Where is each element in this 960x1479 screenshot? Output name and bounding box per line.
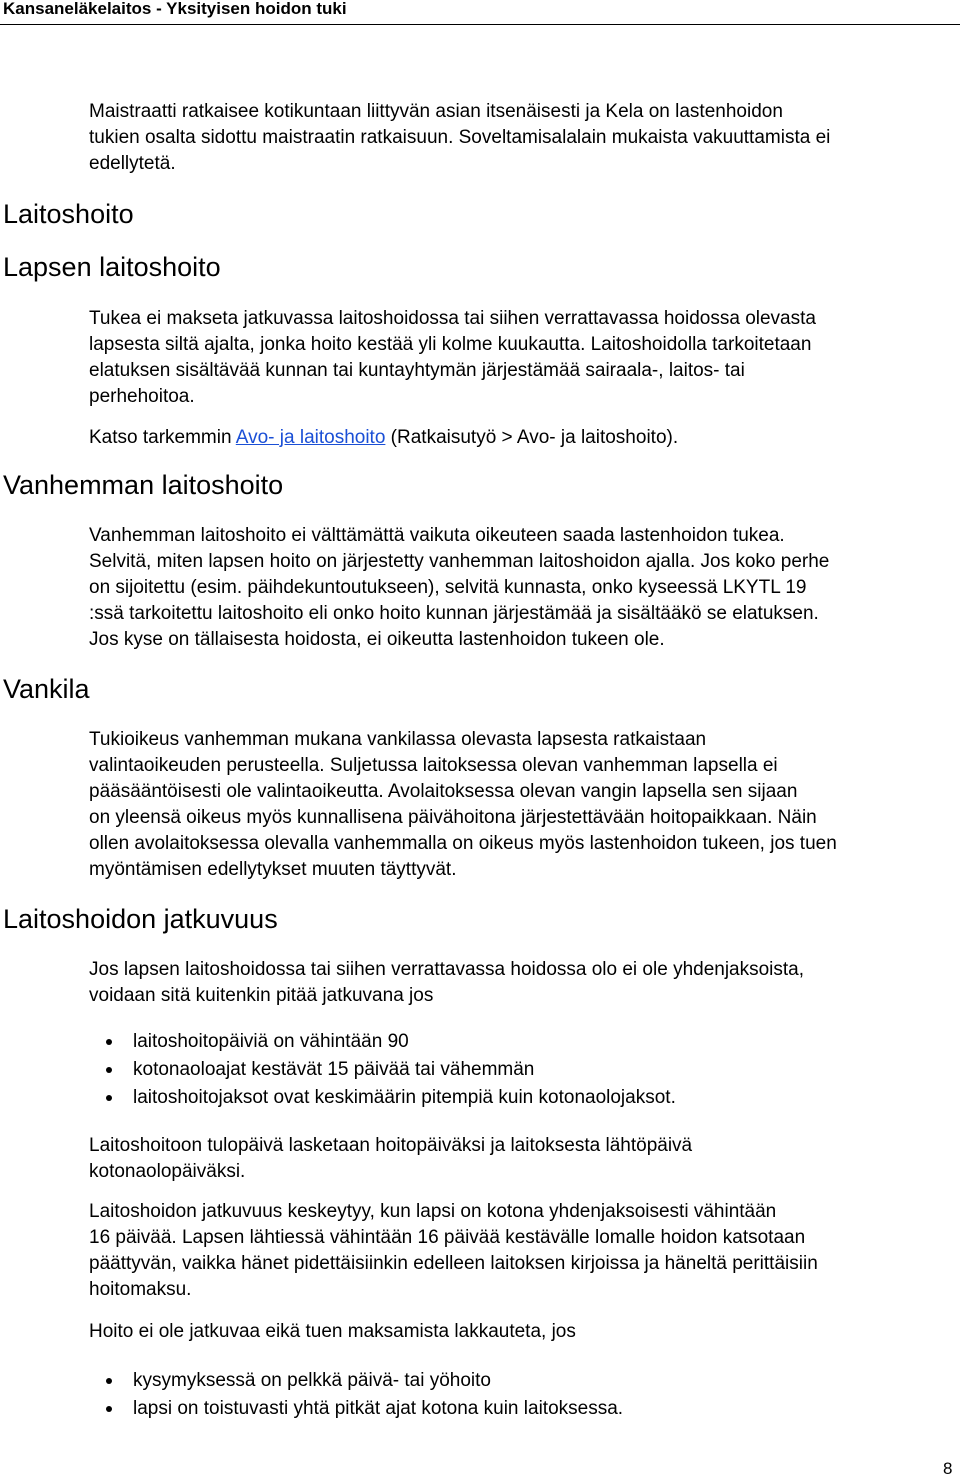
katso-suffix-text: (Ratkaisutyö > Avo- ja laitoshoito). (385, 427, 679, 448)
lakkautus-paragraph: Hoito ei ole jatkuvaa eikä tuen maksamista lakkauteta, jos (89, 1321, 576, 1342)
paragraph-line: Laitoshoidon jatkuvuus keskeytyy, kun lapsi on kotona yhdenjaksoisesti vähintään (89, 1201, 777, 1222)
heading-lapsen-laitoshoito: Lapsen laitoshoito (3, 252, 221, 282)
katso-tarkemmin-paragraph (89, 425, 957, 451)
intro-line: Maistraatti ratkaisee kotikuntaan liittyvän asian itsenäisesti ja Kela on lastenhoidon (89, 101, 783, 122)
list-item: kysymyksessä on pelkkä päivä- tai yöhoito (133, 1370, 491, 1391)
bullet-icon (106, 1378, 112, 1384)
bullet-icon (106, 1039, 112, 1045)
paragraph-line: perhehoitoa. (89, 386, 195, 407)
paragraph-line: Tukioikeus vanhemman mukana vankilassa olevasta lapsesta ratkaistaan (89, 729, 707, 750)
katso-text: Katso tarkemmin (89, 427, 236, 448)
intro-line: edellytetä. (89, 153, 176, 174)
document-header: Kansaneläkelaitos - Yksityisen hoidon tuki (3, 0, 347, 18)
vanhemman-laitoshoito-paragraph (89, 523, 957, 653)
paragraph-line: Laitoshoitoon tulopäivä lasketaan hoitopäiväksi ja laitoksesta lähtöpäivä (89, 1135, 693, 1156)
heading-vanhemman-laitoshoito: Vanhemman laitoshoito (3, 470, 284, 500)
paragraph-line: myöntämisen edellytykset muuten täyttyvät. (89, 859, 457, 880)
bullet-icon (106, 1067, 112, 1073)
paragraph-line: 16 päivää. Lapsen lähtiessä vähintään 16 päivää kestävälle lomalle hoidon katsotaan (89, 1227, 806, 1248)
vankila-paragraph (89, 727, 957, 883)
paragraph-line: Tukea ei makseta jatkuvassa laitoshoidossa tai siihen verrattavassa hoidossa olevasta (89, 308, 816, 329)
paragraph-line: kotonaolopäiväksi. (89, 1161, 246, 1182)
list-item: laitoshoitojaksot ovat keskimäärin pitempiä kuin kotonaolojaksot. (133, 1087, 676, 1108)
paragraph-line: voidaan sitä kuitenkin pitää jatkuvana jos (89, 985, 434, 1006)
paragraph-line: on yleensä oikeus myös kunnallisena päivähoitona järjestettävään hoitopaikkaan. Näin (89, 807, 817, 828)
paragraph-line: Jos kyse on tällaisesta hoidosta, ei oikeutta lastenhoidon tukeen ole. (89, 629, 665, 650)
page-number: 8 (943, 1459, 953, 1478)
paragraph-line: hoitomaksu. (89, 1279, 192, 1300)
paragraph-line: on sijoitettu (esim. päihdekuntoutukseen), selvitä kunnasta, onko kyseessä LKYTL 19 (89, 577, 807, 598)
paragraph-line: Jos lapsen laitoshoidossa tai siihen verrattavassa hoidossa olo ei ole yhdenjaksoista, (89, 959, 805, 980)
bullet-icon (106, 1406, 112, 1412)
paragraph-line: Vanhemman laitoshoito ei välttämättä vaikuta oikeuteen saada lastenhoidon tukea. (89, 525, 785, 546)
list-item: lapsi on toistuvasti yhtä pitkät ajat kotona kuin laitoksessa. (133, 1398, 624, 1419)
paragraph-line: päättyvän, vaikka hänet pidettäisiinkin edelleen laitoksen kirjoissa ja häneltä perittäisiin (89, 1253, 818, 1274)
paragraph-line: valintaoikeuden perusteella. Suljetussa laitoksessa olevan vanhemman lapsella ei (89, 755, 778, 776)
list-item: laitoshoitopäiviä on vähintään 90 (133, 1031, 409, 1052)
bullet-icon (106, 1095, 112, 1101)
tulopaiva-paragraph (89, 1133, 957, 1185)
paragraph-line: lapsesta siltä ajalta, jonka hoito kestää yli kolme kuukautta. Laitoshoidolla tarkoitetaan (89, 334, 812, 355)
lapsen-laitoshoito-paragraph (89, 306, 957, 410)
avo-ja-laitoshoito-link[interactable]: Avo- ja laitoshoito (235, 427, 386, 448)
paragraph-line: :ssä tarkoitettu laitoshoito eli onko hoito kunnan järjestämää ja sisältääkö se elatuksen. (89, 603, 819, 624)
keskeytyy-paragraph (89, 1199, 957, 1303)
paragraph-line: elatuksen sisältävää kunnan tai kuntayhtymän järjestämää sairaala-, laitos- tai (89, 360, 745, 381)
paragraph-line: pääsääntöisesti ole valintaoikeutta. Avolaitoksessa olevan vangin lapsella sen sijaan (89, 781, 798, 802)
intro-paragraph (89, 99, 957, 177)
paragraph-line: ollen avolaitoksessa olevalla vanhemmalla on oikeus myös lastenhoidon tukeen, jos tuen (89, 833, 837, 854)
list-item: kotonaoloajat kestävät 15 päivää tai vähemmän (133, 1059, 535, 1080)
heading-laitoshoito: Laitoshoito (3, 199, 134, 229)
intro-line: tukien osalta sidottu maistraatin ratkaisuun. Soveltamisalalain mukaista vakuuttamista ei (89, 127, 831, 148)
heading-vankila: Vankila (3, 674, 90, 704)
paragraph-line: Selvitä, miten lapsen hoito on järjestetty vanhemman laitoshoidon ajalla. Jos koko perhe (89, 551, 830, 572)
jatkuvuus-intro-paragraph (89, 957, 957, 1009)
heading-laitoshoidon-jatkuvuus: Laitoshoidon jatkuvuus (3, 904, 278, 934)
header-rule (0, 24, 960, 25)
